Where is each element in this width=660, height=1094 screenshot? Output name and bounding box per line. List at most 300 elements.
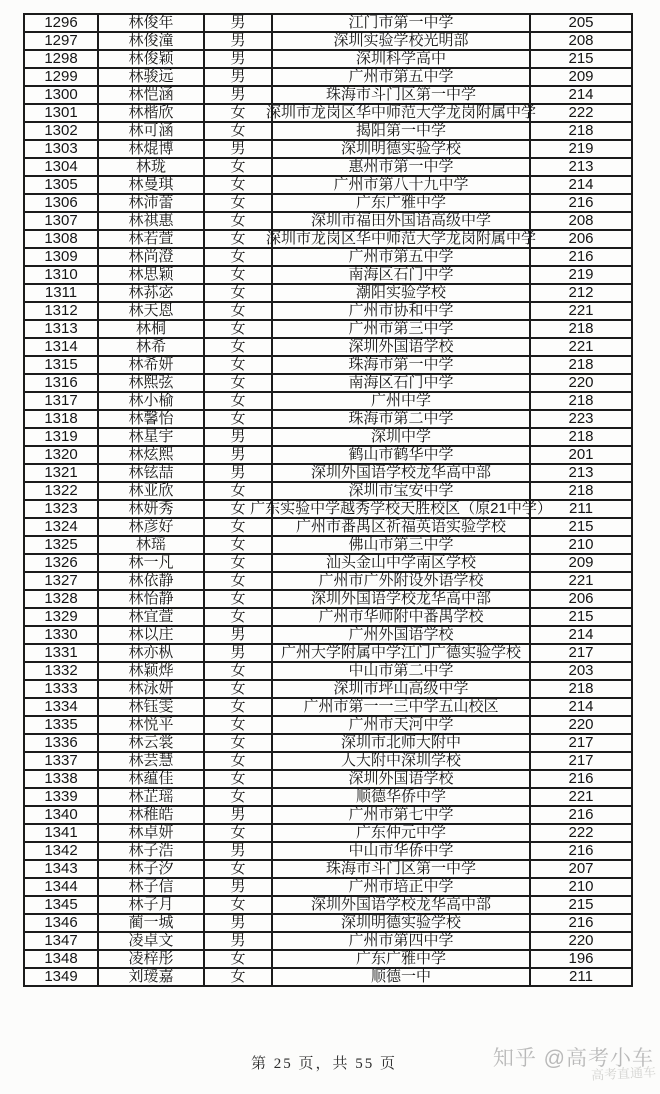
school-cell	[272, 626, 530, 644]
id-cell: 1303	[24, 140, 98, 158]
school-name-wrap	[273, 15, 529, 31]
school-cell	[272, 374, 530, 392]
school-name-wrap	[273, 285, 529, 301]
gender-cell: 女	[204, 752, 272, 770]
school-name-text: 佛山市第三中学	[348, 536, 454, 553]
school-cell	[272, 482, 530, 500]
school-cell	[272, 320, 530, 338]
score-cell: 217	[530, 734, 632, 752]
school-cell	[272, 176, 530, 194]
school-name-wrap	[273, 573, 529, 589]
id-cell: 1348	[24, 950, 98, 968]
school-name-wrap	[273, 69, 529, 85]
score-cell: 208	[530, 212, 632, 230]
school-name-text: 深圳明德实验学校	[340, 914, 461, 931]
table-row	[24, 374, 632, 392]
gender-cell: 女	[204, 104, 272, 122]
gender-cell: 男	[204, 428, 272, 446]
school-cell	[266, 104, 537, 122]
name-cell: 林祺惠	[98, 212, 204, 230]
score-cell: 221	[530, 788, 632, 806]
score-cell: 214	[530, 176, 632, 194]
table-row	[24, 176, 632, 194]
name-cell: 林炫熙	[98, 446, 204, 464]
gender-cell: 女	[204, 968, 272, 986]
id-cell: 1334	[24, 698, 98, 716]
gender-cell: 女	[204, 482, 272, 500]
table-row	[24, 356, 632, 374]
table-row	[24, 212, 632, 230]
id-cell: 1299	[24, 68, 98, 86]
gender-cell: 女	[204, 176, 272, 194]
school-name-text: 人大附中深圳学校	[340, 752, 461, 769]
name-cell: 林俊潼	[98, 32, 204, 50]
school-cell	[266, 230, 537, 248]
gender-cell: 女	[204, 896, 272, 914]
table-row	[24, 698, 632, 716]
table-row	[24, 68, 632, 86]
id-cell: 1335	[24, 716, 98, 734]
gender-cell: 女	[204, 518, 272, 536]
table-row	[24, 32, 632, 50]
school-cell	[272, 248, 530, 266]
id-cell: 1341	[24, 824, 98, 842]
school-cell	[272, 644, 530, 662]
table-row	[24, 158, 632, 176]
name-cell: 林小榆	[98, 392, 204, 410]
school-cell	[272, 158, 530, 176]
gender-cell: 男	[204, 806, 272, 824]
school-name-text: 揭阳第一中学	[355, 122, 446, 139]
name-cell: 林子浩	[98, 842, 204, 860]
student-score-table	[23, 13, 633, 987]
table-row	[24, 860, 632, 878]
school-name-wrap	[273, 735, 529, 751]
table-row	[24, 86, 632, 104]
school-name-wrap	[273, 771, 529, 787]
table-row	[24, 428, 632, 446]
name-cell: 林颖烨	[98, 662, 204, 680]
school-name-wrap	[273, 195, 529, 211]
school-name-text: 广州市第一一三中学五山校区	[303, 698, 499, 715]
score-cell: 215	[530, 896, 632, 914]
id-cell: 1329	[24, 608, 98, 626]
school-name-text: 广州中学	[370, 392, 431, 409]
school-name-wrap	[273, 753, 529, 769]
gender-cell: 女	[204, 122, 272, 140]
school-name-text: 珠海市斗门区第一中学	[325, 86, 476, 103]
id-cell: 1310	[24, 266, 98, 284]
score-cell: 211	[530, 500, 632, 518]
table-row	[24, 50, 632, 68]
table-row	[24, 518, 632, 536]
table-row	[24, 590, 632, 608]
id-cell: 1311	[24, 284, 98, 302]
gender-cell: 女	[204, 248, 272, 266]
school-name-text: 顺德华侨中学	[355, 788, 446, 805]
school-name-text: 广州市培正中学	[348, 878, 454, 895]
school-name-wrap	[273, 663, 529, 679]
school-name-text: 广州市华师附中番禺学校	[318, 608, 484, 625]
school-cell	[272, 860, 530, 878]
table-row	[24, 842, 632, 860]
id-cell: 1308	[24, 230, 98, 248]
name-cell: 林若萱	[98, 230, 204, 248]
score-cell: 208	[530, 32, 632, 50]
table-row	[24, 536, 632, 554]
name-cell: 林希妍	[98, 356, 204, 374]
school-cell	[272, 896, 530, 914]
school-name-text: 广州外国语学校	[348, 626, 454, 643]
school-name-text: 广东广雅中学	[355, 194, 446, 211]
score-cell: 216	[530, 806, 632, 824]
school-name-text: 广东实验中学越秀学校天胜校区（原21中学）	[250, 500, 552, 517]
name-cell: 刘瑷嘉	[98, 968, 204, 986]
score-cell: 214	[530, 626, 632, 644]
score-cell: 196	[530, 950, 632, 968]
id-cell: 1307	[24, 212, 98, 230]
name-cell: 林星宇	[98, 428, 204, 446]
school-name-wrap	[273, 699, 529, 715]
school-name-wrap	[273, 861, 529, 877]
name-cell: 林瑶	[98, 536, 204, 554]
score-cell: 207	[530, 860, 632, 878]
id-cell: 1298	[24, 50, 98, 68]
school-cell	[272, 806, 530, 824]
school-name-text: 广州市番禺区祈福英语实验学校	[295, 518, 506, 535]
gender-cell: 女	[204, 392, 272, 410]
gender-cell: 女	[204, 860, 272, 878]
name-cell: 林尚澄	[98, 248, 204, 266]
gender-cell: 女	[204, 608, 272, 626]
school-name-wrap	[273, 393, 529, 409]
score-cell: 222	[530, 104, 632, 122]
gender-cell: 女	[204, 302, 272, 320]
school-name-wrap	[273, 465, 529, 481]
table-row	[24, 500, 632, 518]
score-cell: 215	[530, 608, 632, 626]
score-cell: 218	[530, 680, 632, 698]
school-cell	[272, 266, 530, 284]
gender-cell: 女	[204, 950, 272, 968]
gender-cell: 男	[204, 140, 272, 158]
name-cell: 林天恩	[98, 302, 204, 320]
table-row	[24, 716, 632, 734]
school-name-text: 深圳外国语学校龙华高中部	[310, 896, 491, 913]
school-name-wrap	[273, 87, 529, 103]
school-name-text: 鹤山市鹤华中学	[348, 446, 454, 463]
gender-cell: 男	[204, 914, 272, 932]
name-cell: 林芷瑶	[98, 788, 204, 806]
score-cell: 217	[530, 752, 632, 770]
table-row	[24, 410, 632, 428]
school-name-text: 深圳科学高中	[355, 50, 446, 67]
score-cell: 210	[530, 878, 632, 896]
school-name-text: 广州市天河中学	[348, 716, 454, 733]
id-cell: 1318	[24, 410, 98, 428]
school-cell	[272, 338, 530, 356]
score-cell: 216	[530, 914, 632, 932]
school-name-text: 广东广雅中学	[355, 950, 446, 967]
school-name-wrap	[273, 915, 529, 931]
name-cell: 林一凡	[98, 554, 204, 572]
name-cell: 蔺一城	[98, 914, 204, 932]
school-name-wrap	[273, 789, 529, 805]
name-cell: 林宜萱	[98, 608, 204, 626]
school-cell	[272, 518, 530, 536]
name-cell: 林亦枞	[98, 644, 204, 662]
score-cell: 210	[530, 536, 632, 554]
id-cell: 1321	[24, 464, 98, 482]
school-name-wrap	[273, 645, 529, 661]
school-cell	[272, 428, 530, 446]
score-cell: 219	[530, 140, 632, 158]
id-cell: 1316	[24, 374, 98, 392]
school-cell	[272, 842, 530, 860]
score-cell: 223	[530, 410, 632, 428]
school-name-text: 深圳实验学校光明部	[333, 32, 469, 49]
school-name-text: 广州市广外附设外语学校	[318, 572, 484, 589]
school-name-text: 汕头金山中学南区学校	[325, 554, 476, 571]
gender-cell: 女	[204, 212, 272, 230]
school-name-text: 广州市第三中学	[348, 320, 454, 337]
gender-cell: 女	[204, 788, 272, 806]
id-cell: 1296	[24, 14, 98, 32]
name-cell: 林稚皓	[98, 806, 204, 824]
name-cell: 林荪宓	[98, 284, 204, 302]
table-row	[24, 824, 632, 842]
school-name-text: 深圳外国语学校	[348, 338, 454, 355]
school-cell	[272, 716, 530, 734]
name-cell: 林俊颖	[98, 50, 204, 68]
id-cell: 1345	[24, 896, 98, 914]
table-row	[24, 446, 632, 464]
id-cell: 1333	[24, 680, 98, 698]
id-cell: 1314	[24, 338, 98, 356]
name-cell: 林沛蕾	[98, 194, 204, 212]
table-row	[24, 806, 632, 824]
school-name-text: 深圳市坪山高级中学	[333, 680, 469, 697]
id-cell: 1342	[24, 842, 98, 860]
score-cell: 215	[530, 50, 632, 68]
table-row	[24, 734, 632, 752]
name-cell: 林亚欣	[98, 482, 204, 500]
table-row	[24, 230, 632, 248]
school-cell	[272, 86, 530, 104]
school-cell	[272, 554, 530, 572]
gender-cell: 女	[204, 680, 272, 698]
table-row	[24, 770, 632, 788]
score-cell: 203	[530, 662, 632, 680]
table-row	[24, 482, 632, 500]
school-cell	[272, 50, 530, 68]
gender-cell: 女	[204, 338, 272, 356]
score-cell: 201	[530, 446, 632, 464]
school-name-wrap	[273, 429, 529, 445]
id-cell: 1297	[24, 32, 98, 50]
score-cell: 215	[530, 518, 632, 536]
school-name-text: 南海区石门中学	[348, 266, 454, 283]
score-cell: 212	[530, 284, 632, 302]
id-cell: 1313	[24, 320, 98, 338]
gender-cell: 女	[204, 158, 272, 176]
table-row	[24, 302, 632, 320]
table-row	[24, 338, 632, 356]
name-cell: 林子汐	[98, 860, 204, 878]
school-name-text: 深圳市龙岗区华中师范大学龙岗附属中学	[266, 104, 537, 121]
school-name-wrap	[273, 717, 529, 733]
school-name-text: 广州市第八十九中学	[333, 176, 469, 193]
school-name-text: 珠海市第二中学	[348, 410, 454, 427]
id-cell: 1330	[24, 626, 98, 644]
gender-cell: 女	[204, 770, 272, 788]
school-name-wrap	[273, 969, 529, 985]
name-cell: 林芸慧	[98, 752, 204, 770]
name-cell: 林以庄	[98, 626, 204, 644]
score-cell: 206	[530, 590, 632, 608]
table-row	[24, 266, 632, 284]
gender-cell: 女	[204, 230, 272, 248]
id-cell: 1309	[24, 248, 98, 266]
school-name-text: 广州市第七中学	[348, 806, 454, 823]
table-row	[24, 608, 632, 626]
name-cell: 林泳妍	[98, 680, 204, 698]
id-cell: 1320	[24, 446, 98, 464]
gender-cell: 男	[204, 446, 272, 464]
school-cell	[272, 464, 530, 482]
name-cell: 林焜博	[98, 140, 204, 158]
school-name-wrap	[273, 303, 529, 319]
score-cell: 222	[530, 824, 632, 842]
score-cell: 216	[530, 770, 632, 788]
school-name-wrap	[273, 33, 529, 49]
table-row	[24, 248, 632, 266]
id-cell: 1337	[24, 752, 98, 770]
school-name-text: 广州市第五中学	[348, 248, 454, 265]
school-name-wrap	[273, 159, 529, 175]
score-cell: 220	[530, 716, 632, 734]
school-name-wrap	[273, 321, 529, 337]
name-cell: 林蕴佳	[98, 770, 204, 788]
name-cell: 林悦平	[98, 716, 204, 734]
school-cell	[272, 122, 530, 140]
gender-cell: 女	[204, 356, 272, 374]
zhihu-watermark: 知乎 @高考小车	[492, 1047, 654, 1070]
id-cell: 1328	[24, 590, 98, 608]
name-cell: 林思颖	[98, 266, 204, 284]
score-cell: 214	[530, 698, 632, 716]
table-row	[24, 320, 632, 338]
gender-cell: 男	[204, 626, 272, 644]
school-name-wrap	[273, 411, 529, 427]
school-name-wrap	[273, 807, 529, 823]
table-row	[24, 950, 632, 968]
table-row	[24, 752, 632, 770]
name-cell: 林珑	[98, 158, 204, 176]
id-cell: 1339	[24, 788, 98, 806]
score-cell: 216	[530, 842, 632, 860]
name-cell: 林钰雯	[98, 698, 204, 716]
gender-cell: 男	[204, 842, 272, 860]
school-cell	[272, 878, 530, 896]
school-name-text: 中山市华侨中学	[348, 842, 454, 859]
id-cell: 1322	[24, 482, 98, 500]
school-name-wrap	[273, 897, 529, 913]
id-cell: 1338	[24, 770, 98, 788]
school-name-text: 珠海市斗门区第一中学	[325, 860, 476, 877]
school-cell	[272, 284, 530, 302]
page-indicator: 第 25 页，共 55 页	[250, 1056, 397, 1072]
school-name-text: 深圳中学	[370, 428, 431, 445]
gender-cell: 男	[204, 86, 272, 104]
gender-cell: 男	[204, 50, 272, 68]
school-name-text: 深圳外国语学校龙华高中部	[310, 590, 491, 607]
table-row	[24, 464, 632, 482]
score-cell: 217	[530, 644, 632, 662]
school-name-wrap	[273, 51, 529, 67]
school-name-wrap	[273, 141, 529, 157]
gender-cell: 女	[204, 374, 272, 392]
score-cell: 205	[530, 14, 632, 32]
gender-cell: 男	[204, 932, 272, 950]
school-name-text: 广州大学附属中学江门广德实验学校	[280, 644, 521, 661]
school-cell	[272, 572, 530, 590]
school-name-text: 顺德一中	[370, 968, 431, 985]
id-cell: 1331	[24, 644, 98, 662]
score-cell: 214	[530, 86, 632, 104]
name-cell: 林骏远	[98, 68, 204, 86]
score-cell: 218	[530, 356, 632, 374]
name-cell: 林怡静	[98, 590, 204, 608]
school-name-text: 珠海市第一中学	[348, 356, 454, 373]
id-cell: 1319	[24, 428, 98, 446]
school-name-text: 深圳市宝安中学	[348, 482, 454, 499]
gender-cell: 男	[204, 878, 272, 896]
school-cell	[272, 698, 530, 716]
name-cell: 林熙弦	[98, 374, 204, 392]
school-cell	[272, 752, 530, 770]
school-name-wrap	[273, 825, 529, 841]
name-cell: 林馨怡	[98, 410, 204, 428]
secondary-watermark: 高考直通车	[590, 1064, 657, 1083]
school-cell	[272, 356, 530, 374]
id-cell: 1327	[24, 572, 98, 590]
table-row	[24, 896, 632, 914]
id-cell: 1315	[24, 356, 98, 374]
school-name-wrap	[273, 681, 529, 697]
school-cell	[272, 950, 530, 968]
table-row	[24, 680, 632, 698]
school-name-wrap	[273, 951, 529, 967]
school-name-text: 深圳市龙岗区华中师范大学龙岗附属中学	[266, 230, 537, 247]
name-cell: 林可涵	[98, 122, 204, 140]
name-cell: 林卓妍	[98, 824, 204, 842]
id-cell: 1301	[24, 104, 98, 122]
school-name-text: 广州市协和中学	[348, 302, 454, 319]
school-name-wrap	[273, 123, 529, 139]
name-cell: 林曼琪	[98, 176, 204, 194]
id-cell: 1312	[24, 302, 98, 320]
school-cell	[272, 680, 530, 698]
name-cell: 凌梓彤	[98, 950, 204, 968]
school-name-text: 广东仲元中学	[355, 824, 446, 841]
table-row	[24, 284, 632, 302]
table-row	[24, 788, 632, 806]
school-name-wrap	[273, 879, 529, 895]
gender-cell: 女	[204, 410, 272, 428]
table-row	[24, 140, 632, 158]
table-row	[24, 14, 632, 32]
